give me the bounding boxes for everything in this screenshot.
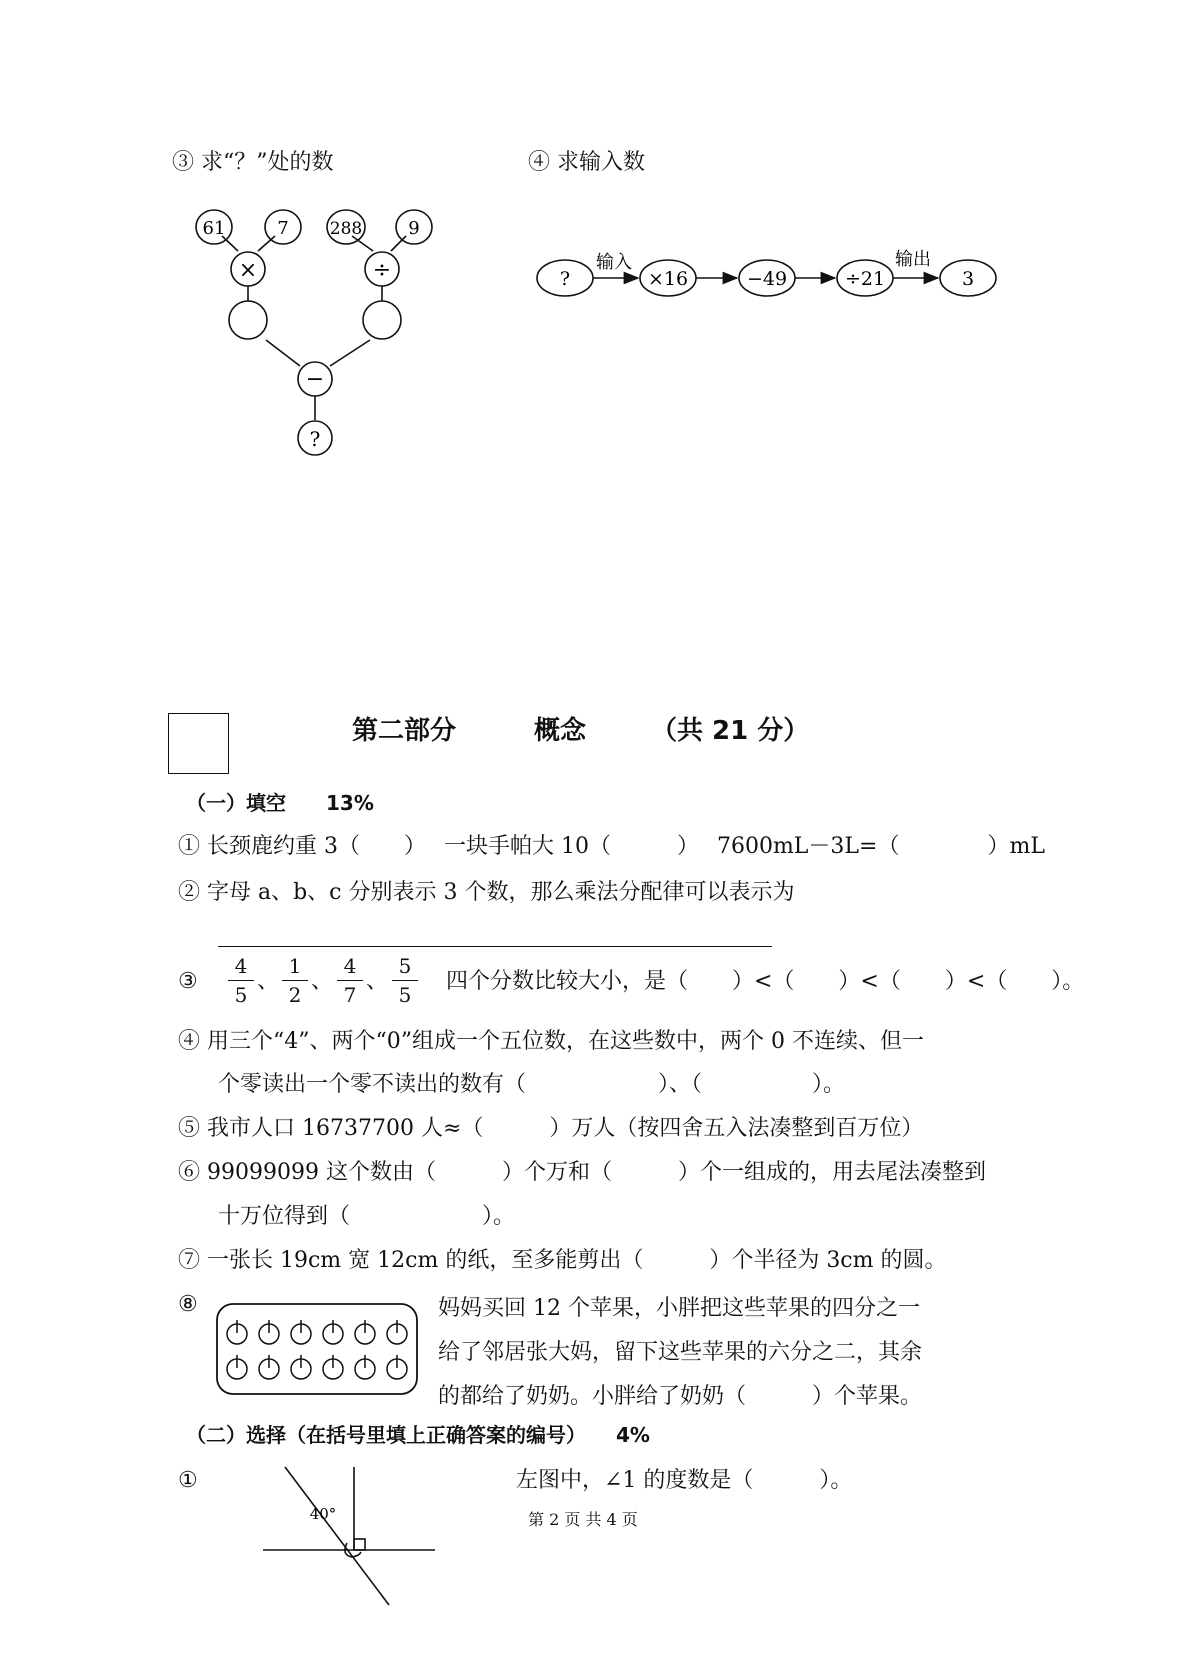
fill-q3-text: 四个分数比较大小，是（ ）<（ ）<（ ）<（ ）。 [446, 969, 1085, 994]
fraction-1-2: 1 2 [280, 954, 310, 1007]
tree-unknown: ? [309, 427, 321, 451]
fill-q8-number: ⑧ [178, 1292, 198, 1317]
input-output-flowchart [0, 0, 1185, 470]
fill-q6-line2: 十万位得到（ ）。 [218, 1204, 516, 1229]
tree-node-288: 288 [329, 219, 363, 239]
flow-start-unknown: ? [559, 268, 571, 290]
fill-q8-line1: 妈妈买回 12 个苹果，小胖把这些苹果的四分之一 [438, 1296, 920, 1321]
fill-q8-line2: 给了邻居张大妈，留下这些苹果的六分之二，其余 [438, 1340, 923, 1365]
fill-q4-line1: ④ 用三个“4”、两个“0”组成一个五位数，在这些数中，两个 0 不连续、但一 [178, 1029, 924, 1054]
tree-node-9: 9 [408, 218, 420, 239]
tree-op-multiply: × [238, 258, 258, 283]
flow-output-label: 输出 [895, 249, 931, 270]
page-footer: 第 2 页 共 4 页 [528, 1510, 638, 1529]
separator: 、 [366, 969, 389, 994]
fraction-5-5: 5 5 [390, 954, 420, 1007]
fill-q4-line2: 个零读出一个零不读出的数有（ ）、（ ）。 [218, 1072, 846, 1097]
fill-q7: ⑦ 一张长 19cm 宽 12cm 的纸，至多能剪出（ ）个半径为 3cm 的圆。 [178, 1248, 947, 1273]
separator: 、 [311, 969, 334, 994]
fraction-4-5: 4 5 [226, 954, 256, 1007]
section-title: 第二部分 概念 （共 21 分） [352, 716, 810, 746]
fill-q3-number: ③ [178, 969, 198, 994]
choice-q1-number: ① [178, 1468, 198, 1493]
flow-input-label: 输入 [596, 252, 632, 273]
flow-step-minus-49: −49 [746, 268, 788, 290]
fraction-4-7: 4 7 [335, 954, 365, 1007]
separator: 、 [257, 969, 280, 994]
angle-diagram [255, 1455, 455, 1610]
tree-op-subtract: − [305, 367, 325, 392]
fill-heading: （一）填空 13% [186, 791, 374, 815]
choice-heading: （二）选择（在括号里填上正确答案的编号） 4% [186, 1423, 650, 1447]
choice-q1-text: 左图中，∠1 的度数是（ ）。 [516, 1468, 853, 1493]
angle-40-label: 40° [309, 1505, 337, 1523]
score-box [168, 713, 229, 774]
tree-node-7: 7 [277, 218, 289, 239]
q3-find-unknown-label: ③ 求“？”处的数 [172, 150, 334, 175]
fill-q5: ⑤ 我市人口 16737700 人≈（ ）万人（按四舍五入法凑整到百万位） [178, 1116, 924, 1141]
fill-q2: ② 字母 a、b、c 分别表示 3 个数，那么乘法分配律可以表示为 [178, 880, 795, 905]
flow-step-divide-21: ÷21 [844, 268, 886, 290]
apples-box [215, 1302, 420, 1398]
flow-step-times-16: ×16 [647, 268, 689, 290]
fill-q8-line3: 的都给了奶奶。小胖给了奶奶（ ）个苹果。 [438, 1384, 923, 1409]
fill-q6-line1: ⑥ 99099099 这个数由（ ）个万和（ ）个一组成的，用去尾法凑整到 [178, 1160, 986, 1185]
q4-find-input-label: ④ 求输入数 [528, 150, 645, 175]
q2-answer-line [218, 946, 772, 947]
tree-op-divide: ÷ [372, 258, 392, 283]
fill-q1: ① 长颈鹿约重 3（ ） 一块手帕大 10（ ） 7600mL－3L=（ ）mL [178, 834, 1045, 859]
tree-node-61: 61 [202, 218, 226, 239]
flow-end-value: 3 [961, 268, 975, 290]
